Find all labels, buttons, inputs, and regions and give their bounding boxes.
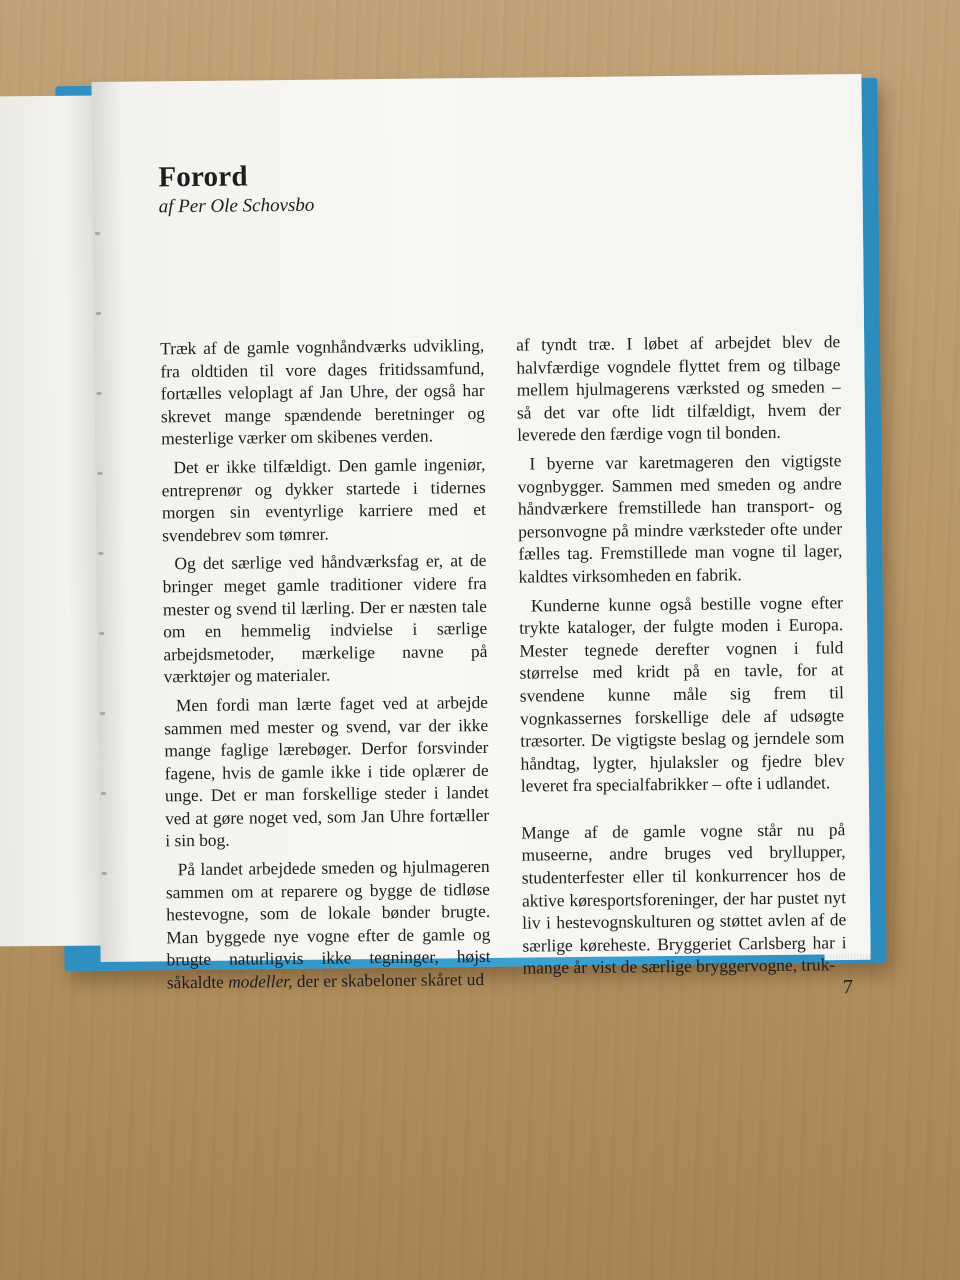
- stitch: [98, 552, 103, 555]
- paragraph: Kunderne kunne også bestille vogne efter trykte kataloger, der fulgte moden i Europa. Mester tegnede derefter vognen i fuld størrelse med kridt på en tavle, for at svendene kunne måle sig frem til vognkassernes forskellige dele af udsøgte træsorter. De vigtigste beslag og jerndele som håndtag, lygter, hjulaksler og fjedre blev leveret fra specialfabrikker – ofte i udlandet.: [519, 591, 845, 796]
- stitch: [97, 472, 102, 475]
- stitch: [99, 632, 104, 635]
- paragraph: Og det særlige ved håndværksfag er, at de bringer meget gamle traditioner videre fra mester og svend til lærling. Der er næsten tale om en hemmelig indvielse i særlige arbejdsmetoder, mærkelige navne på værktøjer og materialer.: [162, 550, 488, 687]
- chapter-author: af Per Ole Schovsbo: [158, 194, 315, 218]
- paragraph: Mange af de gamle vogne står nu på museerne, andre bruges ved bryllupper, studenterfester eller til konkurrencer hos de aktive køresportsforeninger, der har pustet nyt liv i hestevognskulturen og støttet avlen af de særlige køreheste. Bryggeriet Carlsberg har i mange år vist de særlige bryggervogne, truk-: [521, 819, 847, 979]
- text-column-right: [516, 330, 847, 996]
- paragraph: Men fordi man lærte faget ved at arbejde sammen med mester og svend, var der ikke mange faglige lærebøger. Derfor forsvinder fagene, hvis de gamle ikke i tide oplærer de unge. Det er man forskellige steder i landet ved at gøre noget ved, som Jan Uhre fortæller i sin bog.: [164, 691, 490, 851]
- page-number: 7: [842, 976, 854, 999]
- paragraph-text: På landet arbejdede smeden og hjulmageren sammen om at reparere og bygge de tidløse hestevogne, som de lokale bønder brugte. Man byggede nye vogne efter de gamle og brugte naturligvis ikke tegninger, højst såkaldte: [165, 855, 491, 993]
- text-columns: [160, 330, 847, 1000]
- paragraph: af tyndt træ. I løbet af arbejdet blev de halvfærdige vogndele flyttet frem og tilbage mellem hjulmagerens værksted og smeden – så det var ofte lidt tilfældigt, hvem der leverede den færdige vogn til bonden.: [516, 331, 841, 445]
- stitch: [102, 872, 107, 875]
- stitch: [97, 392, 102, 395]
- paragraph: Træk af de gamle vognhåndværks udvikling, fra oldtiden til vore dages fritidssamfund, fortælles veloplagt af Jan Uhre, der også har skrevet mange spændende beretninger og mesterlige værker om skibenes verden.: [160, 334, 486, 449]
- page-content: [158, 154, 847, 993]
- paragraph-tail: der er skabeloner skåret ud: [292, 969, 485, 992]
- text-column-left: [160, 334, 491, 1000]
- italic-term: modeller,: [228, 971, 293, 992]
- stitch: [96, 312, 101, 315]
- paragraph-last: [166, 855, 491, 994]
- stitch: [100, 712, 105, 715]
- stitch: [101, 792, 106, 795]
- chapter-title: Forord: [158, 160, 248, 194]
- stitch: [95, 232, 100, 235]
- paragraph: Det er ikke tilfældigt. Den gamle ingeniør, entreprenør og dykker startede i tidernes morgen sin eventyrlige karriere med et svendebrev som tømrer.: [161, 453, 487, 546]
- book-page: [91, 74, 870, 999]
- paragraph: I byerne var karetmageren den vigtigste vognbygger. Sammen med smeden og andre håndværkere fremstillede han transport- og personvogne på mindre værksteder ofte under fælles tag. Fremstillede man vogne til lager, kaldtes virksomheden en fabrik.: [517, 450, 843, 587]
